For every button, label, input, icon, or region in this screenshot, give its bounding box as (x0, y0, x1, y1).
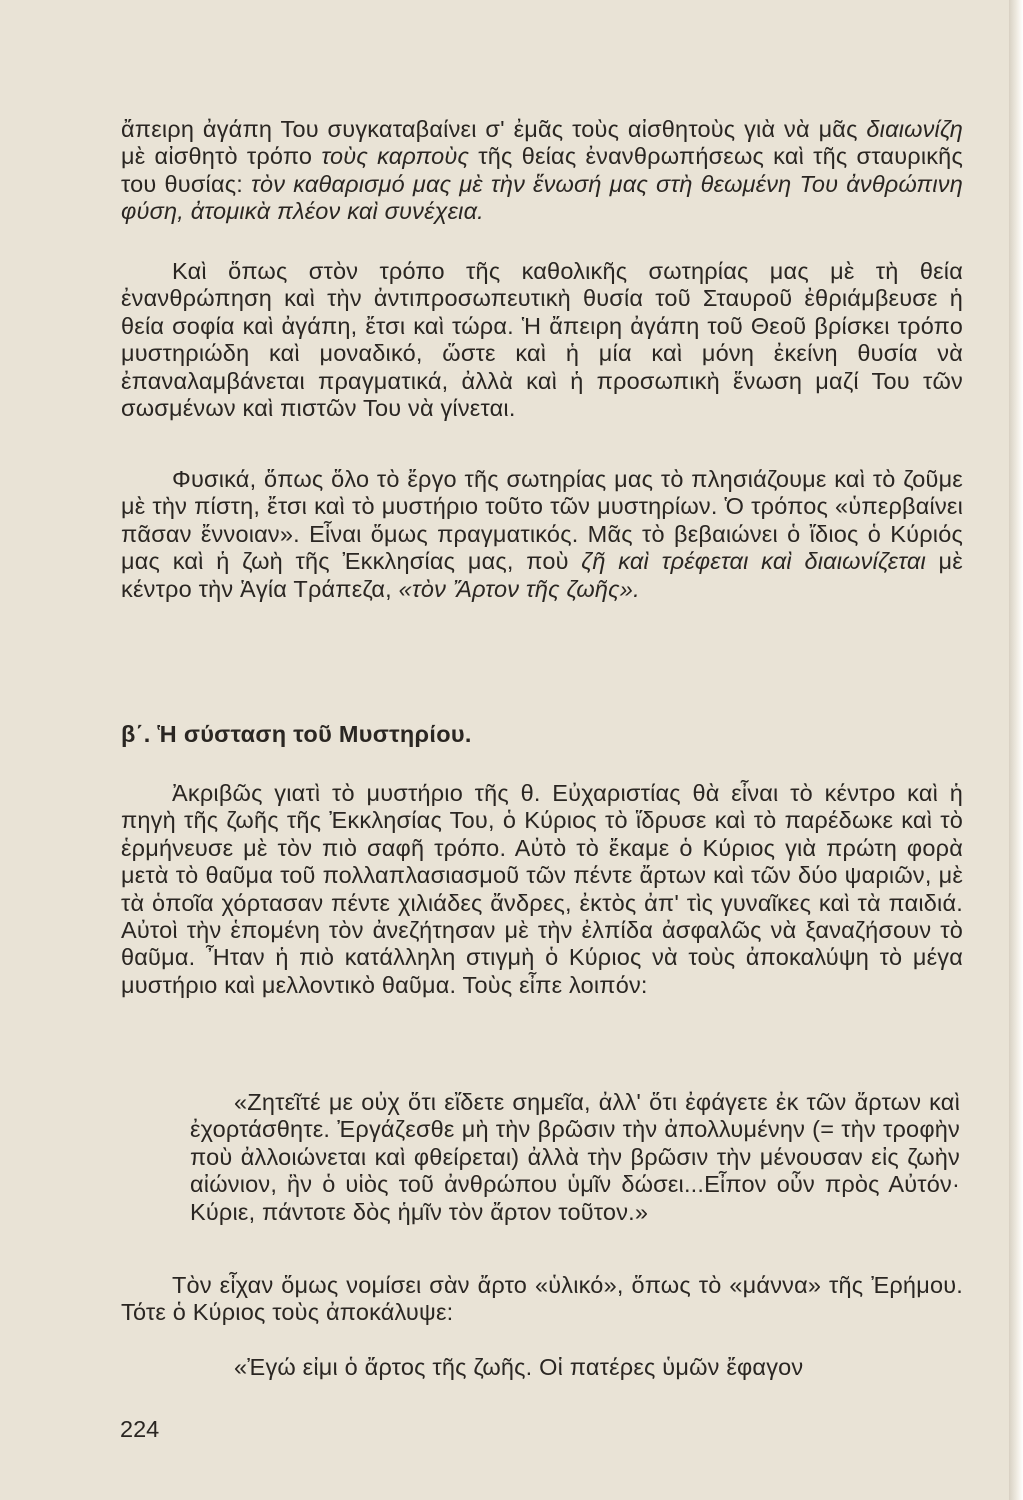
paragraph-3-text: μὲ κέντρο τὴν Ἁγία Τράπεζα, (121, 548, 963, 602)
italic-phrase: διαιωνίζη (866, 116, 963, 142)
paragraph-5 (121, 1272, 963, 1327)
paragraph-5-text: Τὸν εἶχαν ὅμως νομίσει σὰν ἄρτο «ὑλικό», ὅπως τὸ «μάννα» τῆς Ἐρήμου. Τότε ὁ Κύριος τοὺς ἀποκάλυψε: (121, 1272, 963, 1326)
block-quote-1-text: «Ζητεῖτέ με οὐχ ὅτι εἴδετε σημεῖα, ἀλλ' ὅτι ἐφάγετε ἐκ τῶν ἄρτων καὶ ἐχορτάσθητε. Ἐργάζεσθε μὴ τὴν βρῶσιν τὴν ἀπολλυμένην (= τὴν τροφὴν ποὺ ἀλλοιώνεται καὶ φθείρεται) ἀλλὰ τὴν βρῶσιν τὴν μένουσαν εἰς ζωὴν αἰώνιον, ἣν ὁ υἱὸς τοῦ ἀνθρώπου ὑμῖν δώσει...Εἶπον οὖν πρὸς Αὐτόν· Κύριε, πάντοτε δὸς ἡμῖν τὸν ἄρτον τοῦτον.» (190, 1089, 960, 1225)
paragraph-1-text: τῆς θείας ἐνανθρωπήσεως καὶ τῆς σταυρικῆς του θυσίας: (121, 143, 963, 197)
section-heading: β΄. Ἡ σύσταση τοῦ Μυστηρίου. (121, 721, 472, 747)
paragraph-3-text: Φυσικά, ὅπως ὅλο τὸ ἔργο τῆς σωτηρίας μας τὸ πλησιάζουμε καὶ τὸ ζοῦμε μὲ τὴν πίστη, ἔτσι καὶ τὸ μυστήριο τοῦτο τῶν μυστηρίων. Ὁ τρόπος «ὑπερβαίνει πᾶσαν ἔννοιαν». Εἶναι ὅμως πραγματικός. Μᾶς τὸ βεβαιώνει ὁ ἴδιος ὁ Κύριός μας καὶ ἡ ζωὴ τῆς Ἐκκλησίας μας, ποὺ (121, 466, 963, 575)
italic-phrase: τὸν καθαρισμό μας μὲ τὴν ἕνωσή μας στὴ θεωμένη Του ἀνθρώπινη φύση, ἀτομικὰ πλέον καὶ συνέχεια. (121, 170, 963, 225)
paragraph-2-text: Καὶ ὅπως στὸν τρόπο τῆς καθολικῆς σωτηρίας μας μὲ τὴ θεία ἐνανθρώπηση καὶ τὴν ἀντιπροσωπευτικὴ θυσία τοῦ Σταυροῦ ἐθριάμβευσε ἡ θεία σοφία καὶ ἀγάπη, ἔτσι καὶ τώρα. Ἡ ἄπειρη ἀγάπη τοῦ Θεοῦ βρίσκει τρόπο μυστηριώδη καὶ μοναδικό, ὥστε καὶ ἡ μία καὶ μόνη ἐκείνη θυσία νὰ ἐπαναλαμβάνεται πραγματικά, ἀλλὰ καὶ ἡ προσωπικὴ ἕνωση μαζί Του τῶν σωσμένων καὶ πιστῶν Του νὰ γίνεται. (121, 258, 963, 422)
italic-phrase: «τὸν Ἄρτον τῆς ζωῆς». (398, 575, 640, 602)
italic-phrase: τοὺς καρποὺς (321, 143, 470, 170)
paragraph-4 (121, 780, 963, 999)
paragraph-4-text: Ἀκριβῶς γιατὶ τὸ μυστήριο τῆς θ. Εὐχαριστίας θὰ εἶναι τὸ κέντρο καὶ ἡ πηγὴ τῆς ζωῆς τῆς Ἐκκλησίας Του, ὁ Κύριος τὸ ἵδρυσε καὶ τὸ παρέδωκε καὶ τὸ ἑρμήνευσε μὲ τὸν πιὸ σαφῆ τρόπο. Αὐτὸ τὸ ἔκαμε ὁ Κύριος γιὰ πρώτη φορὰ μετὰ τὸ θαῦμα τοῦ πολλαπλασιασμοῦ τῶν πέντε ἄρτων καὶ τῶν δύο ψαριῶν, μὲ τὰ ὁποῖα χόρτασαν πέντε χιλιάδες ἄνδρες, ἐκτὸς ἀπ' τὶς γυναῖκες καὶ τὰ παιδιά. Αὐτοὶ τὴν ἑπομένη τὸν ἀνεζήτησαν μὲ τὴν ἐλπίδα ἀσφαλῶς νὰ ξαναζήσουν τὸ θαῦμα. Ἦταν ἡ πιὸ κατάλληλη στιγμὴ ὁ Κύριος νὰ τοὺς ἀποκαλύψη τὸ μέγα μυστήριο καὶ μελλοντικὸ θαῦμα. Τοὺς εἶπε λοιπόν: (121, 780, 963, 998)
paragraph-1-text: ἄπειρη ἀγάπη Του συγκαταβαίνει σ' ἐμᾶς τοὺς αἰσθητοὺς γιὰ νὰ μᾶς (121, 116, 867, 142)
block-quote-1 (190, 1089, 960, 1226)
paragraph-2 (121, 258, 963, 422)
italic-phrase: ζῆ καὶ τρέφεται καὶ διαιωνίζεται (581, 548, 926, 575)
block-quote-2 (190, 1354, 960, 1381)
block-quote-2-text: «Ἐγώ εἰμι ὁ ἄρτος τῆς ζωῆς. Οἱ πατέρες ὑμῶν ἔφαγον (234, 1354, 804, 1380)
page-edge (1009, 0, 1023, 1500)
paragraph-1-text: μὲ αἰσθητὸ τρόπο (121, 143, 322, 170)
paragraph-3 (121, 466, 963, 603)
page-number: 224 (120, 1416, 160, 1442)
paragraph-1 (121, 116, 963, 226)
